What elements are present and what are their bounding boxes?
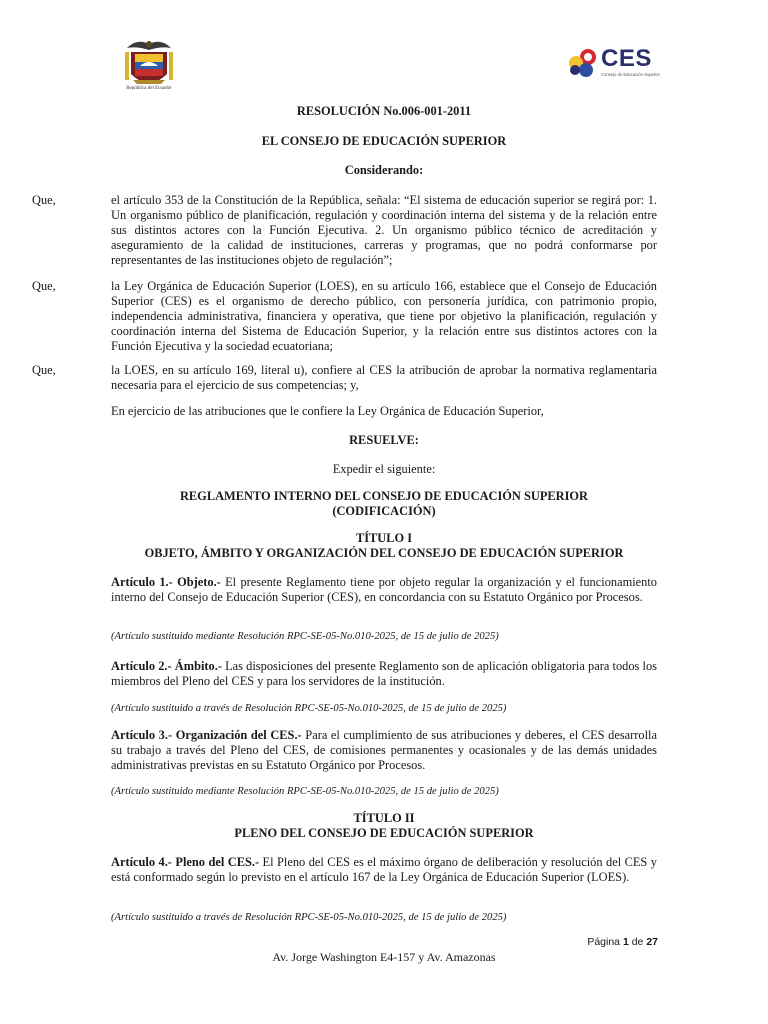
article-2-body: Las disposiciones del presente Reglamento son de aplicación obligatoria para todos los miembros del Pleno del CES y para los servidores de la institución. [111,659,658,688]
article-1-heading: Artículo 1.- Objeto.- [111,575,221,589]
page-of: de [631,936,644,948]
titulo-1-heading: TÍTULO I [355,531,413,545]
ces-logo [566,45,666,80]
regulation-subtitle: (CODIFICACIÓN) [332,504,436,518]
article-2-heading: Artículo 2.- Ámbito.- [111,659,222,673]
article-3 [111,728,657,773]
page-current: 1 [622,936,629,948]
page-label: Página [587,936,621,948]
issue-line: Expedir el siguiente: [332,462,436,476]
article-1-note: (Artículo sustituido mediante Resolución RPC-SE-05-No.010-2025, de 15 de julio de 2025) [111,631,499,642]
article-4-note: (Artículo sustituido a través de Resolución RPC-SE-05-No.010-2025, de 15 de julio de 2025) [111,912,507,923]
ces-logo-subtitle: Consejo de Educación Superior [601,72,660,77]
consideration-2: la Ley Orgánica de Educación Superior (LOES), en su artículo 166, establece que el Consejo de Educación Superior (CES) es el organismo de derecho público, con personería jurídica, con patrimonio propio, independencia administrativa, financiera y operativa, que tiene por objetivo la planificación, regulación y coordinación interna del Sistema de Educación Superior, y la relación entre sus distintos actores con la Función Ejecutiva y la sociedad ecuatoriana; [111,279,657,353]
council-heading: EL CONSEJO DE EDUCACIÓN SUPERIOR [261,134,507,148]
titulo-2-name: PLENO DEL CONSEJO DE EDUCACIÓN SUPERIOR [234,826,534,840]
resolves-heading: RESUELVE: [349,433,419,447]
que-label: Que, [32,193,56,207]
article-4-heading: Artículo 4.- Pleno del CES.- [111,855,260,869]
consideration-1: el artículo 353 de la Constitución de la República, señala: “El sistema de educación superior se regirá por: 1. Un organismo público de planificación, regulación y coordinación interna del sistema y de la relación entre sus distintos actores con la Función Ejecutiva. 2. Un organismo público técnico de acreditación y aseguramiento de la calidad de instituciones, carreras y programas, que no podrá conformarse por representantes de las instituciones objeto de regulación”; [111,193,657,267]
titulo-2-heading: TÍTULO II [353,811,415,825]
ecuador-coat-of-arms-logo [118,36,180,96]
que-label: Que, [32,279,56,293]
page-number [587,935,658,950]
resolution-title: RESOLUCIÓN No.006-001-2011 [296,104,472,118]
article-1-body: El presente Reglamento tiene por objeto regular la organización y el funcionamiento interno del Consejo de Educación Superior (CES), en concordancia con su Estatuto Orgánico por Procesos. [111,575,657,604]
article-4-body: El Pleno del CES es el máximo órgano de deliberación y resolución del CES y está conformado según lo previsto en el artículo 167 de la Ley Orgánica de Educación Superior (LOES). [111,855,657,884]
article-3-body: Para el cumplimiento de sus atribuciones y deberes, el CES desarrolla su trabajo a través del Pleno del CES, de comisiones permanentes y ocasionales y de las demás unidades administrativas previstas en su Estatuto Orgánico por Procesos. [111,728,657,772]
titulo-1-name: OBJETO, ÁMBITO Y ORGANIZACIÓN DEL CONSEJO DE EDUCACIÓN SUPERIOR [144,546,624,560]
coat-of-arms-icon [123,36,175,86]
regulation-title: REGLAMENTO INTERNO DEL CONSEJO DE EDUCACIÓN SUPERIOR [179,489,589,503]
exercise-paragraph: En ejercicio de las atribuciones que le confiere la Ley Orgánica de Educación Superior, [111,404,544,418]
ces-emblem-icon [566,48,600,78]
article-3-heading: Artículo 3.- Organización del CES.- [111,728,302,742]
article-3-note: (Artículo sustituido mediante Resolución RPC-SE-05-No.010-2025, de 15 de julio de 2025) [111,786,499,797]
ces-logo-text: CES [601,45,652,72]
page-total: 27 [646,936,658,948]
country-caption: República del Ecuador [126,86,172,91]
considering-heading: Considerando: [344,163,424,177]
consideration-3: la LOES, en su artículo 169, literal u), confiere al CES la atribución de aprobar la normativa reglamentaria necesaria para el ejercicio de sus competencias; y, [111,363,657,392]
article-4 [111,855,657,885]
footer-address: Av. Jorge Washington E4-157 y Av. Amazonas [272,950,496,964]
article-2 [111,659,657,689]
article-2-note: (Artículo sustituido a través de Resolución RPC-SE-05-No.010-2025, de 15 de julio de 2025) [111,703,507,714]
article-1 [111,575,657,605]
que-label: Que, [32,363,56,377]
